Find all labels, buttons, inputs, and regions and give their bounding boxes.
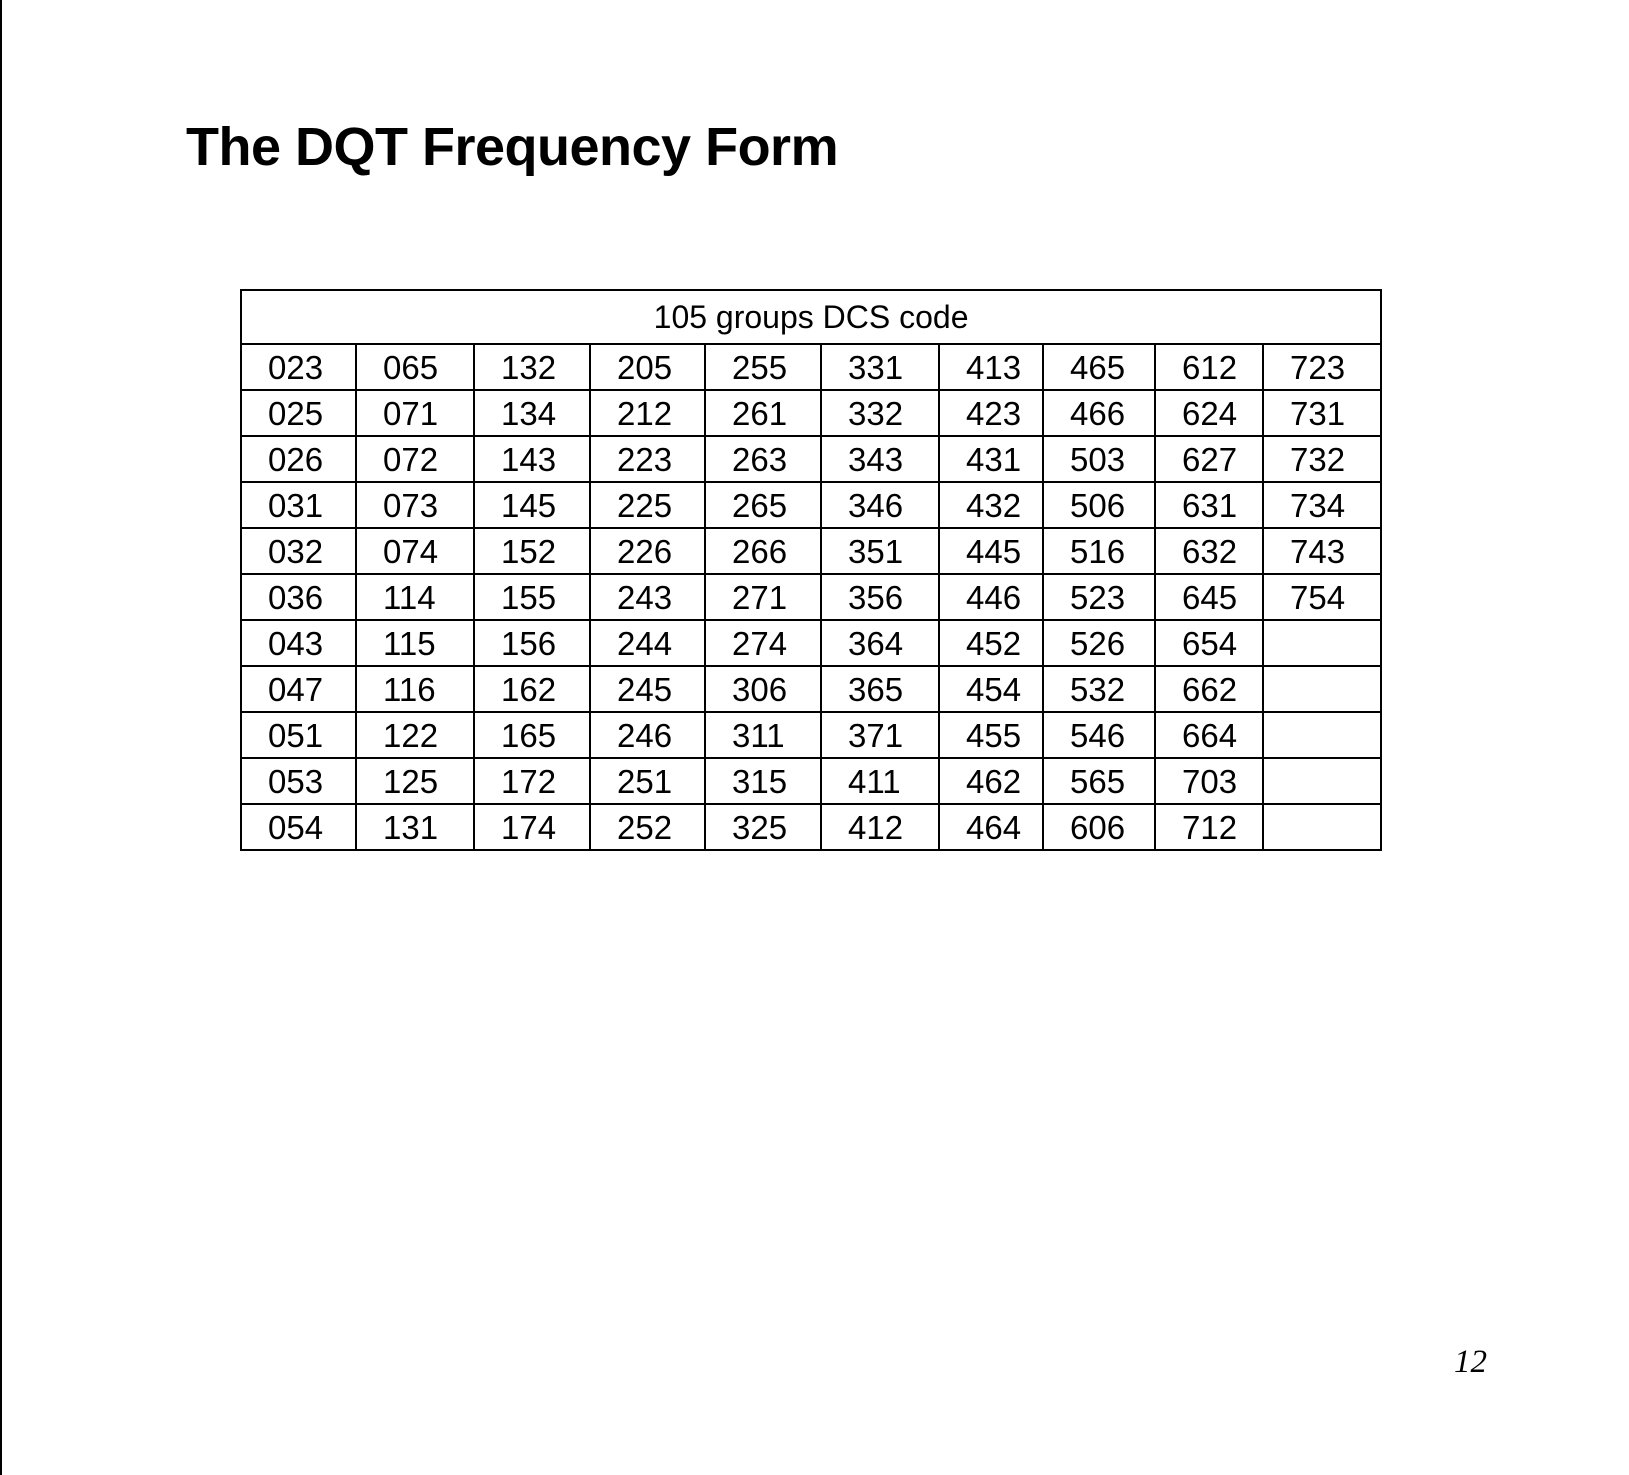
dcs-code-cell: 523: [1043, 574, 1155, 620]
dcs-code-cell: 734: [1263, 482, 1381, 528]
dcs-code-cell: 114: [356, 574, 474, 620]
dcs-code-cell: 125: [356, 758, 474, 804]
table-row: [241, 712, 1381, 758]
dcs-code-cell: 251: [590, 758, 705, 804]
dcs-code-cell: 212: [590, 390, 705, 436]
dcs-code-cell: 172: [474, 758, 590, 804]
dcs-code-cell: 265: [705, 482, 821, 528]
table-row: [241, 390, 1381, 436]
dcs-code-table: [240, 289, 1382, 851]
dcs-code-cell: 043: [241, 620, 356, 666]
dcs-code-cell: 243: [590, 574, 705, 620]
dcs-code-cell: 115: [356, 620, 474, 666]
dcs-code-cell: 311: [705, 712, 821, 758]
dcs-code-cell: 145: [474, 482, 590, 528]
dcs-code-cell: 255: [705, 344, 821, 390]
dcs-code-cell: [1263, 758, 1381, 804]
dcs-code-cell: 054: [241, 804, 356, 850]
dcs-code-cell: 532: [1043, 666, 1155, 712]
dcs-code-cell: 464: [939, 804, 1043, 850]
dcs-code-cell: 332: [821, 390, 939, 436]
dcs-code-cell: 031: [241, 482, 356, 528]
dcs-code-cell: 743: [1263, 528, 1381, 574]
dcs-code-cell: 645: [1155, 574, 1263, 620]
dcs-code-cell: 516: [1043, 528, 1155, 574]
dcs-code-cell: 612: [1155, 344, 1263, 390]
dcs-code-cell: [1263, 666, 1381, 712]
dcs-code-cell: 325: [705, 804, 821, 850]
dcs-code-cell: 122: [356, 712, 474, 758]
dcs-code-cell: 072: [356, 436, 474, 482]
page-edge-rule: [0, 0, 2, 1475]
dcs-code-cell: 245: [590, 666, 705, 712]
dcs-code-cell: 754: [1263, 574, 1381, 620]
table-row: [241, 620, 1381, 666]
dcs-code-cell: [1263, 712, 1381, 758]
table-body: [241, 344, 1381, 850]
dcs-code-cell: 371: [821, 712, 939, 758]
dcs-code-cell: 462: [939, 758, 1043, 804]
dcs-code-cell: 703: [1155, 758, 1263, 804]
dcs-code-cell: 446: [939, 574, 1043, 620]
dcs-code-cell: 047: [241, 666, 356, 712]
page-title: The DQT Frequency Form: [186, 117, 839, 177]
dcs-code-cell: 246: [590, 712, 705, 758]
dcs-code-cell: 315: [705, 758, 821, 804]
dcs-code-cell: 466: [1043, 390, 1155, 436]
dcs-code-cell: 156: [474, 620, 590, 666]
dcs-code-cell: 025: [241, 390, 356, 436]
dcs-code-cell: 631: [1155, 482, 1263, 528]
table-row: [241, 482, 1381, 528]
dcs-code-cell: 546: [1043, 712, 1155, 758]
table-row: [241, 758, 1381, 804]
dcs-code-cell: 032: [241, 528, 356, 574]
dcs-code-cell: 143: [474, 436, 590, 482]
dcs-code-cell: 162: [474, 666, 590, 712]
dcs-code-cell: 445: [939, 528, 1043, 574]
dcs-code-cell: 071: [356, 390, 474, 436]
dcs-code-cell: 053: [241, 758, 356, 804]
dcs-code-cell: 225: [590, 482, 705, 528]
dcs-code-cell: 732: [1263, 436, 1381, 482]
dcs-code-cell: 226: [590, 528, 705, 574]
dcs-code-cell: 165: [474, 712, 590, 758]
dcs-code-cell: 331: [821, 344, 939, 390]
dcs-code-cell: 506: [1043, 482, 1155, 528]
dcs-code-cell: 411: [821, 758, 939, 804]
dcs-code-cell: 131: [356, 804, 474, 850]
dcs-code-cell: 263: [705, 436, 821, 482]
dcs-code-cell: 252: [590, 804, 705, 850]
dcs-code-cell: 274: [705, 620, 821, 666]
page-number: 12: [1454, 1344, 1487, 1380]
dcs-code-cell: 654: [1155, 620, 1263, 666]
dcs-code-cell: 074: [356, 528, 474, 574]
table-row: [241, 528, 1381, 574]
dcs-code-cell: 627: [1155, 436, 1263, 482]
dcs-code-cell: 712: [1155, 804, 1263, 850]
dcs-code-cell: 261: [705, 390, 821, 436]
dcs-code-cell: 174: [474, 804, 590, 850]
dcs-code-cell: 526: [1043, 620, 1155, 666]
dcs-code-cell: 073: [356, 482, 474, 528]
dcs-code-cell: 662: [1155, 666, 1263, 712]
dcs-code-cell: 346: [821, 482, 939, 528]
dcs-code-cell: 365: [821, 666, 939, 712]
table-row: [241, 344, 1381, 390]
dcs-code-cell: [1263, 804, 1381, 850]
dcs-code-cell: [1263, 620, 1381, 666]
dcs-code-cell: 723: [1263, 344, 1381, 390]
table-row: [241, 574, 1381, 620]
dcs-code-cell: 452: [939, 620, 1043, 666]
dcs-code-cell: 432: [939, 482, 1043, 528]
table-row: [241, 436, 1381, 482]
dcs-code-cell: 271: [705, 574, 821, 620]
dcs-code-cell: 152: [474, 528, 590, 574]
dcs-code-cell: 036: [241, 574, 356, 620]
dcs-code-cell: 423: [939, 390, 1043, 436]
dcs-code-cell: 244: [590, 620, 705, 666]
dcs-code-cell: 356: [821, 574, 939, 620]
dcs-code-cell: 026: [241, 436, 356, 482]
dcs-code-cell: 023: [241, 344, 356, 390]
dcs-code-cell: 731: [1263, 390, 1381, 436]
dcs-code-cell: 413: [939, 344, 1043, 390]
dcs-code-cell: 364: [821, 620, 939, 666]
dcs-code-cell: 465: [1043, 344, 1155, 390]
dcs-code-cell: 343: [821, 436, 939, 482]
dcs-code-cell: 065: [356, 344, 474, 390]
dcs-code-cell: 351: [821, 528, 939, 574]
dcs-code-cell: 455: [939, 712, 1043, 758]
dcs-code-cell: 306: [705, 666, 821, 712]
dcs-code-cell: 503: [1043, 436, 1155, 482]
dcs-code-cell: 132: [474, 344, 590, 390]
dcs-code-cell: 205: [590, 344, 705, 390]
dcs-code-cell: 412: [821, 804, 939, 850]
dcs-code-cell: 134: [474, 390, 590, 436]
dcs-code-cell: 116: [356, 666, 474, 712]
dcs-code-cell: 051: [241, 712, 356, 758]
table-header: 105 groups DCS code: [241, 290, 1381, 344]
dcs-code-cell: 431: [939, 436, 1043, 482]
dcs-code-cell: 624: [1155, 390, 1263, 436]
dcs-code-cell: 266: [705, 528, 821, 574]
dcs-code-cell: 155: [474, 574, 590, 620]
dcs-code-cell: 664: [1155, 712, 1263, 758]
dcs-code-cell: 606: [1043, 804, 1155, 850]
dcs-code-cell: 454: [939, 666, 1043, 712]
dcs-code-cell: 632: [1155, 528, 1263, 574]
dcs-code-cell: 223: [590, 436, 705, 482]
table-row: [241, 666, 1381, 712]
dcs-code-cell: 565: [1043, 758, 1155, 804]
table-row: [241, 804, 1381, 850]
